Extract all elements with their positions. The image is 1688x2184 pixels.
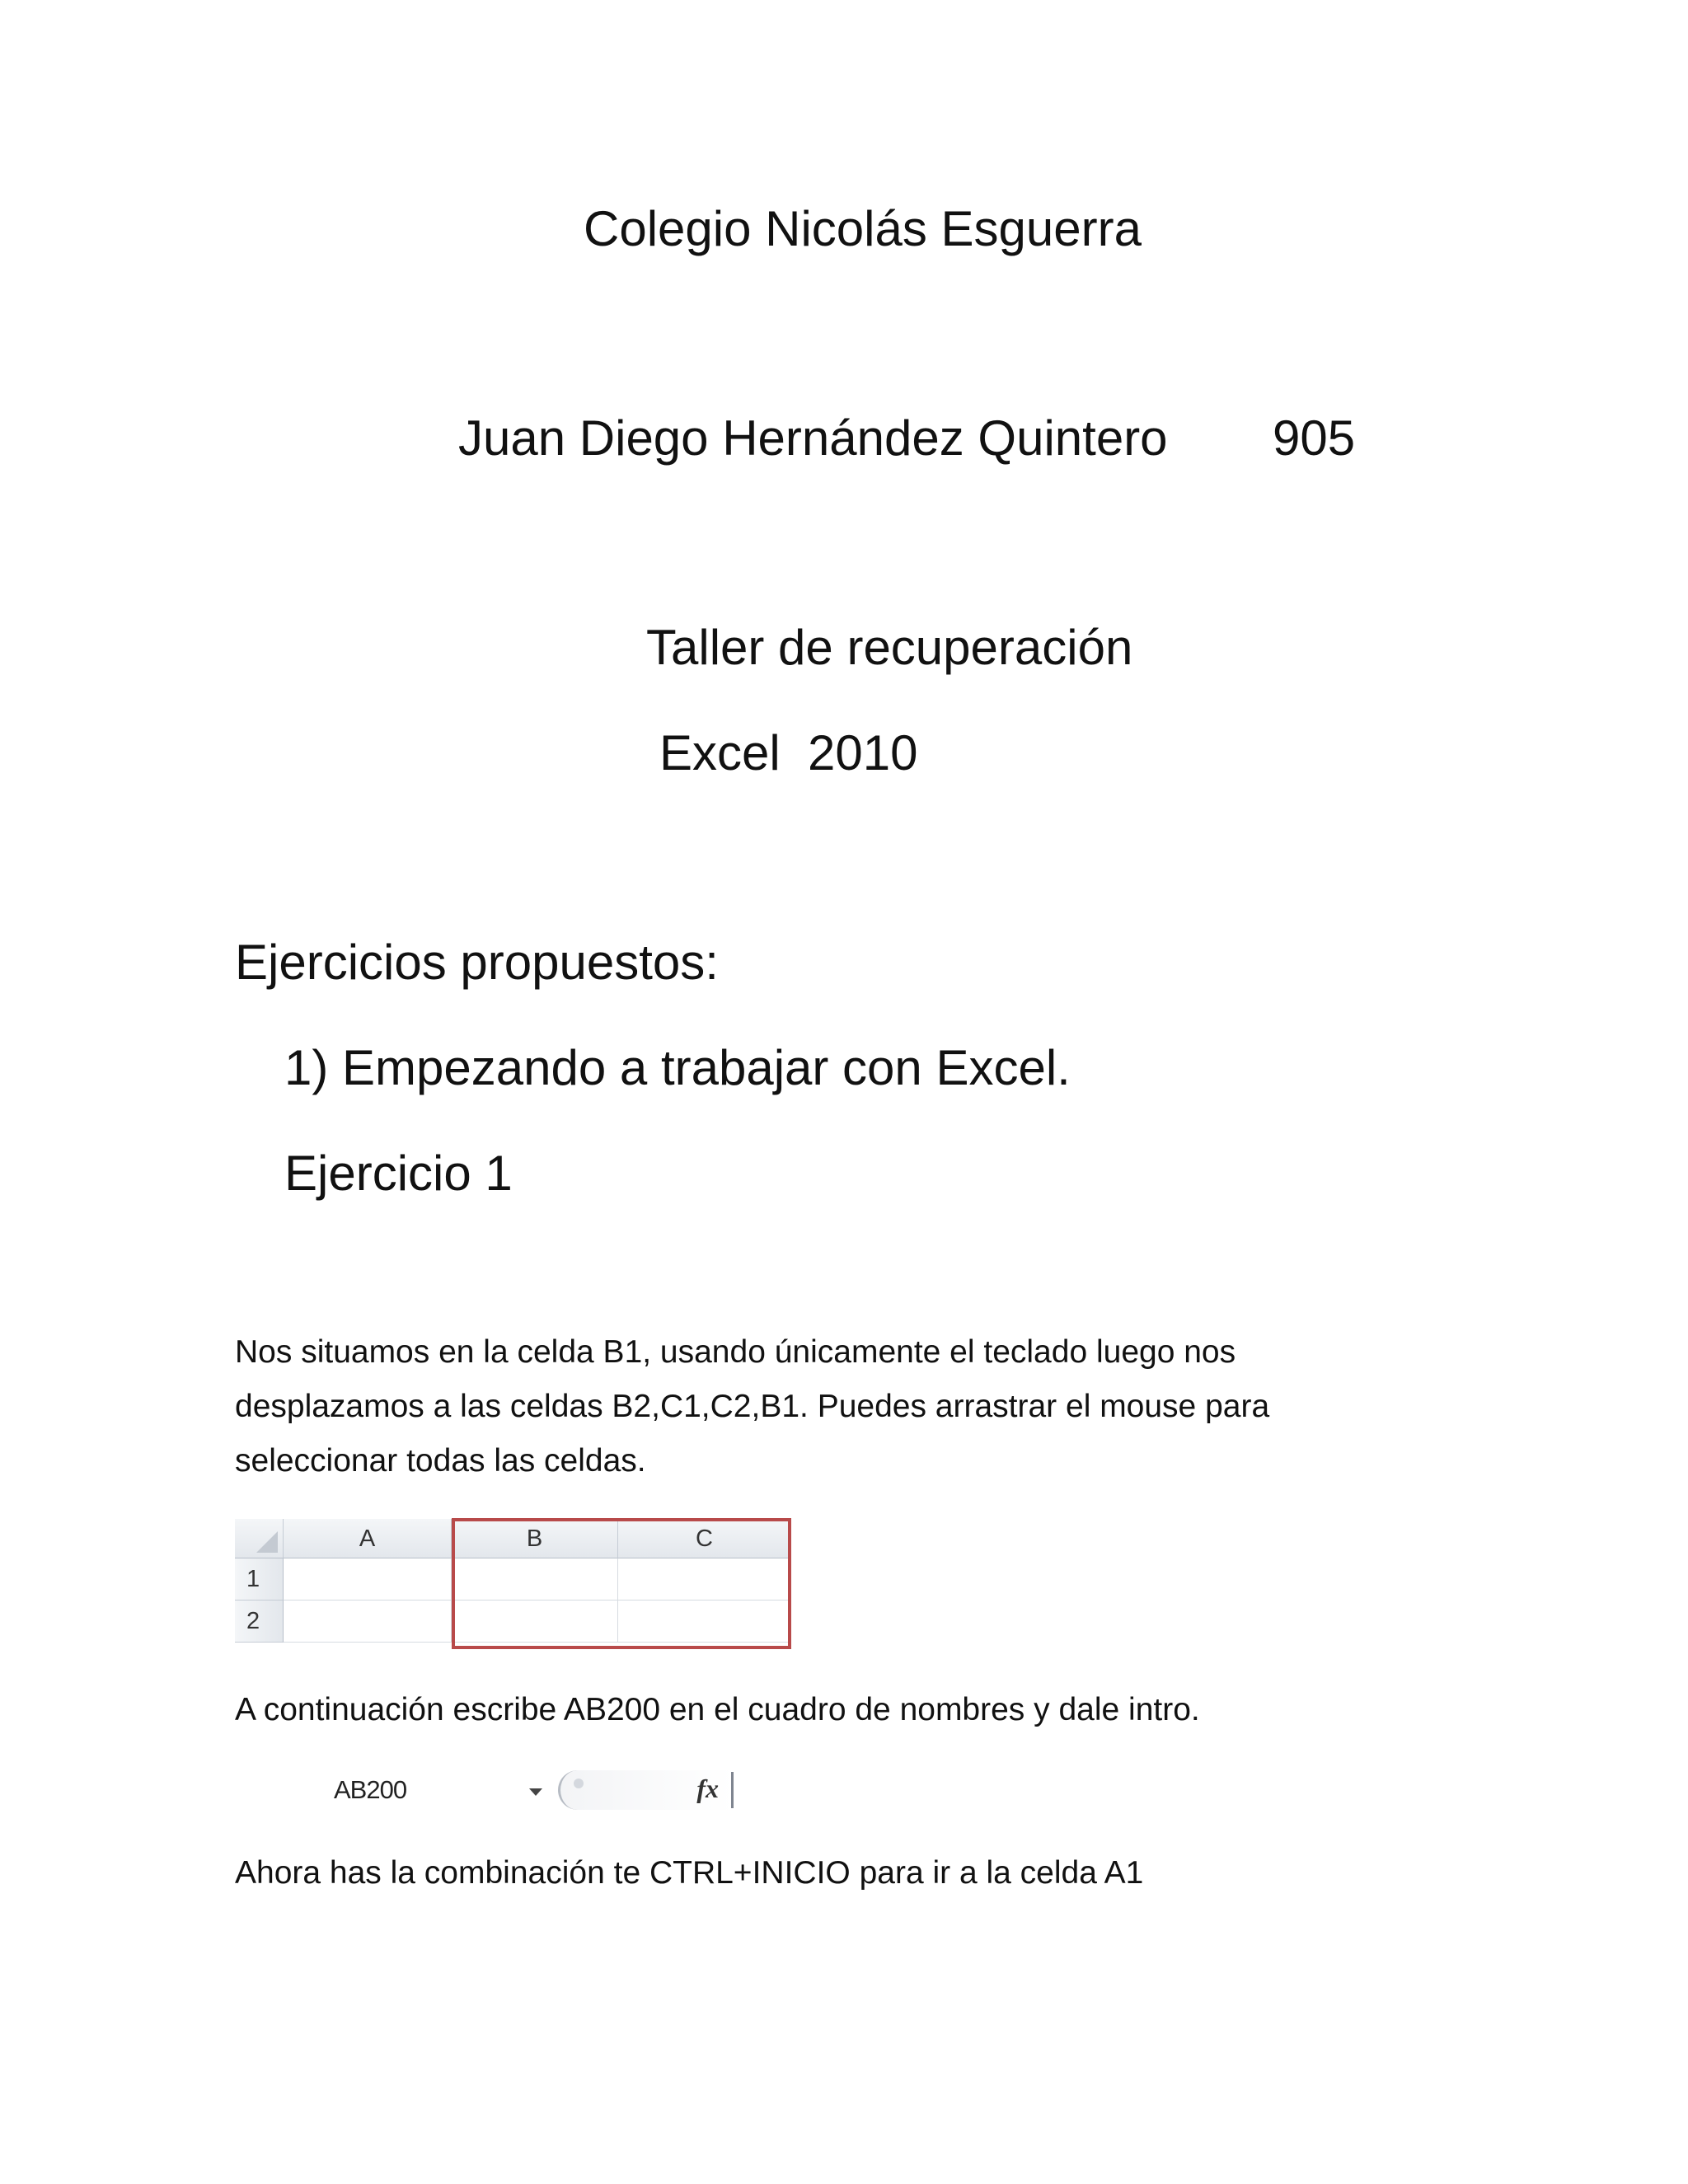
section-title: Ejercicios propuestos: [235,935,719,990]
student-name: Juan Diego Hernández Quintero [458,410,1168,466]
dropdown-arrow-icon [529,1788,542,1796]
cell-b1 [452,1558,618,1601]
school-name: Colegio Nicolás Esguerra [584,201,1142,256]
paragraph-1-line-1: Nos situamos en la celda B1, usando únicamente el teclado luego nos [235,1334,1236,1370]
subject-title: Excel 2010 [659,725,918,780]
row-header-1: 1 [235,1558,284,1601]
cell-c1 [618,1558,791,1601]
spreadsheet-snippet [235,1519,791,1648]
paragraph-1-line-3: seleccionar todas las celdas. [235,1443,646,1479]
name-box-value: AB200 [334,1775,407,1804]
column-header-b: B [452,1519,618,1558]
paragraph-1-line-2: desplazamos a las celdas B2,C1,C2,B1. Puedes arrastrar el mouse para [235,1389,1270,1424]
name-box-snippet [239,1769,734,1815]
column-header-a: A [284,1519,452,1558]
cell-c2 [618,1601,791,1643]
exercise-title: Ejercicio 1 [284,1146,513,1201]
workshop-title: Taller de recuperación [646,620,1133,675]
cell-b2 [452,1601,618,1643]
select-all-corner [235,1519,284,1558]
select-all-triangle-icon [256,1531,278,1553]
cell-a2 [284,1601,452,1643]
cell-a1 [284,1558,452,1601]
row-header-2: 2 [235,1601,284,1643]
column-header-c: C [618,1519,791,1558]
paragraph-2: A continuación escribe AB200 en el cuadro de nombres y dale intro. [235,1692,1200,1727]
fx-icon: fx [696,1774,719,1803]
paragraph-3: Ahora has la combinación te CTRL+INICIO para ir a la celda A1 [235,1855,1144,1891]
formula-bar [558,1770,734,1810]
formula-handle-icon [574,1779,584,1788]
student-group: 905 [1273,410,1356,466]
section-item: 1) Empezando a trabajar con Excel. [284,1040,1071,1095]
formula-divider [731,1772,734,1808]
